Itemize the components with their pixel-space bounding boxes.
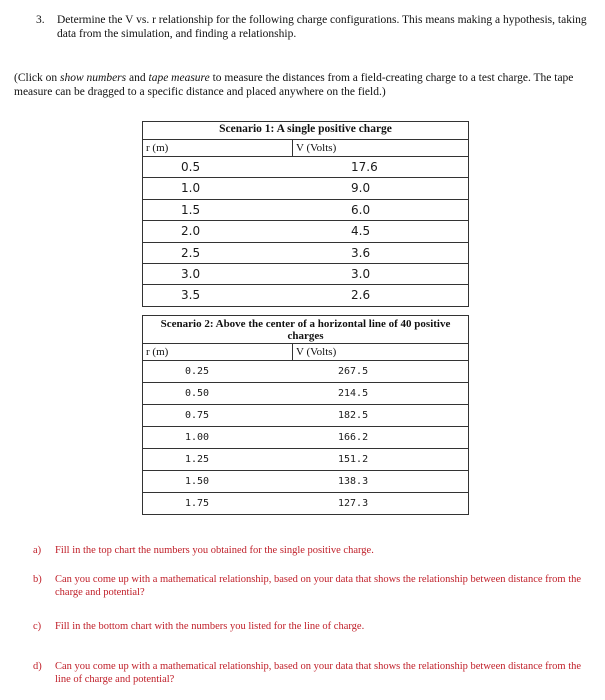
r-cell[interactable]: 3.5 [181,288,201,303]
scenario-2-table [142,315,469,515]
show-numbers-term: show numbers [60,72,127,84]
v-cell[interactable]: 138.3 [338,476,369,487]
question-number: 3. [36,14,45,26]
table-row [143,285,468,305]
v-cell[interactable]: 127.3 [338,498,369,509]
v-cell[interactable]: 182.5 [338,410,369,421]
r-cell[interactable]: 2.5 [181,245,201,260]
scenario-2-title: Scenario 2: Above the center of a horizontal line of 40 positive charges [143,316,468,344]
v-cell[interactable]: 17.6 [351,160,378,174]
prompt-label: d) [33,661,42,672]
v-cell[interactable]: 9.0 [351,181,371,196]
table-row [143,405,468,427]
r-cell[interactable]: 2.0 [181,224,201,239]
scenario-1-title: Scenario 1: A single positive charge [143,122,468,140]
r-cell[interactable]: 0.5 [181,160,201,174]
v-cell[interactable]: 4.5 [351,224,371,239]
col-v-header: V (Volts) [296,142,337,154]
table-row [143,383,468,405]
table-row [143,493,468,514]
table-row [143,449,468,471]
v-cell[interactable]: 151.2 [338,454,369,465]
v-cell[interactable]: 267.5 [338,366,369,377]
question-text: Determine the V vs. r relationship for the following charge configurations. This means making a hypothesis, taking data from the simulation, and finding a relationship. [57,14,587,40]
r-cell[interactable]: 3.0 [181,266,201,281]
table-row [143,200,468,221]
v-cell[interactable]: 214.5 [338,388,369,399]
r-cell[interactable]: 1.25 [185,454,210,465]
r-cell[interactable]: 0.75 [185,410,210,421]
table-row [143,427,468,449]
table-row [143,221,468,242]
scenario-2-header [143,344,468,361]
table-row [143,264,468,285]
table-row [143,361,468,383]
instructions-part: (Click on [14,72,60,84]
prompt-text: Fill in the bottom chart with the numbers you listed for the line of charge. [55,621,365,632]
r-cell[interactable]: 1.75 [185,498,210,509]
v-cell[interactable]: 6.0 [351,202,371,217]
r-cell[interactable]: 0.25 [185,366,210,377]
instructions-part: to measure the distances from a field-creating charge to a test charge. The tape measure can be dragged to a specific distance and placed anywhere on the field.) [14,72,574,98]
prompt-label: b) [33,574,42,585]
r-cell[interactable]: 1.00 [185,432,210,443]
v-cell[interactable]: 2.6 [351,288,371,303]
col-r-header: r (m) [143,140,293,156]
col-v-header: V (Volts) [296,346,337,358]
v-cell[interactable]: 3.6 [351,245,371,260]
table-row [143,178,468,199]
table-row [143,157,468,178]
prompt-text: Fill in the top chart the numbers you obtained for the single positive charge. [55,545,374,556]
prompt-text: Can you come up with a mathematical relationship, based on your data that shows the relationship between distance from the charge and potential? [55,574,582,598]
table-row [143,471,468,493]
v-cell[interactable]: 3.0 [351,266,371,281]
r-cell[interactable]: 1.5 [181,202,201,217]
table-row [143,243,468,264]
r-cell[interactable]: 0.50 [185,388,210,399]
prompt-label: a) [33,545,42,556]
col-r-header: r (m) [143,344,293,360]
instructions-part: and [126,72,149,84]
scenario-1-header [143,140,468,157]
instructions [14,72,599,99]
r-cell[interactable]: 1.0 [181,181,201,196]
scenario-1-table [142,121,469,307]
r-cell[interactable]: 1.50 [185,476,210,487]
tape-measure-term: tape measure [148,72,210,84]
v-cell[interactable]: 166.2 [338,432,369,443]
prompt-text: Can you come up with a mathematical relationship, based on your data that shows the relationship between distance from the line of charge and potential? [55,661,582,685]
prompt-label: c) [33,621,42,632]
